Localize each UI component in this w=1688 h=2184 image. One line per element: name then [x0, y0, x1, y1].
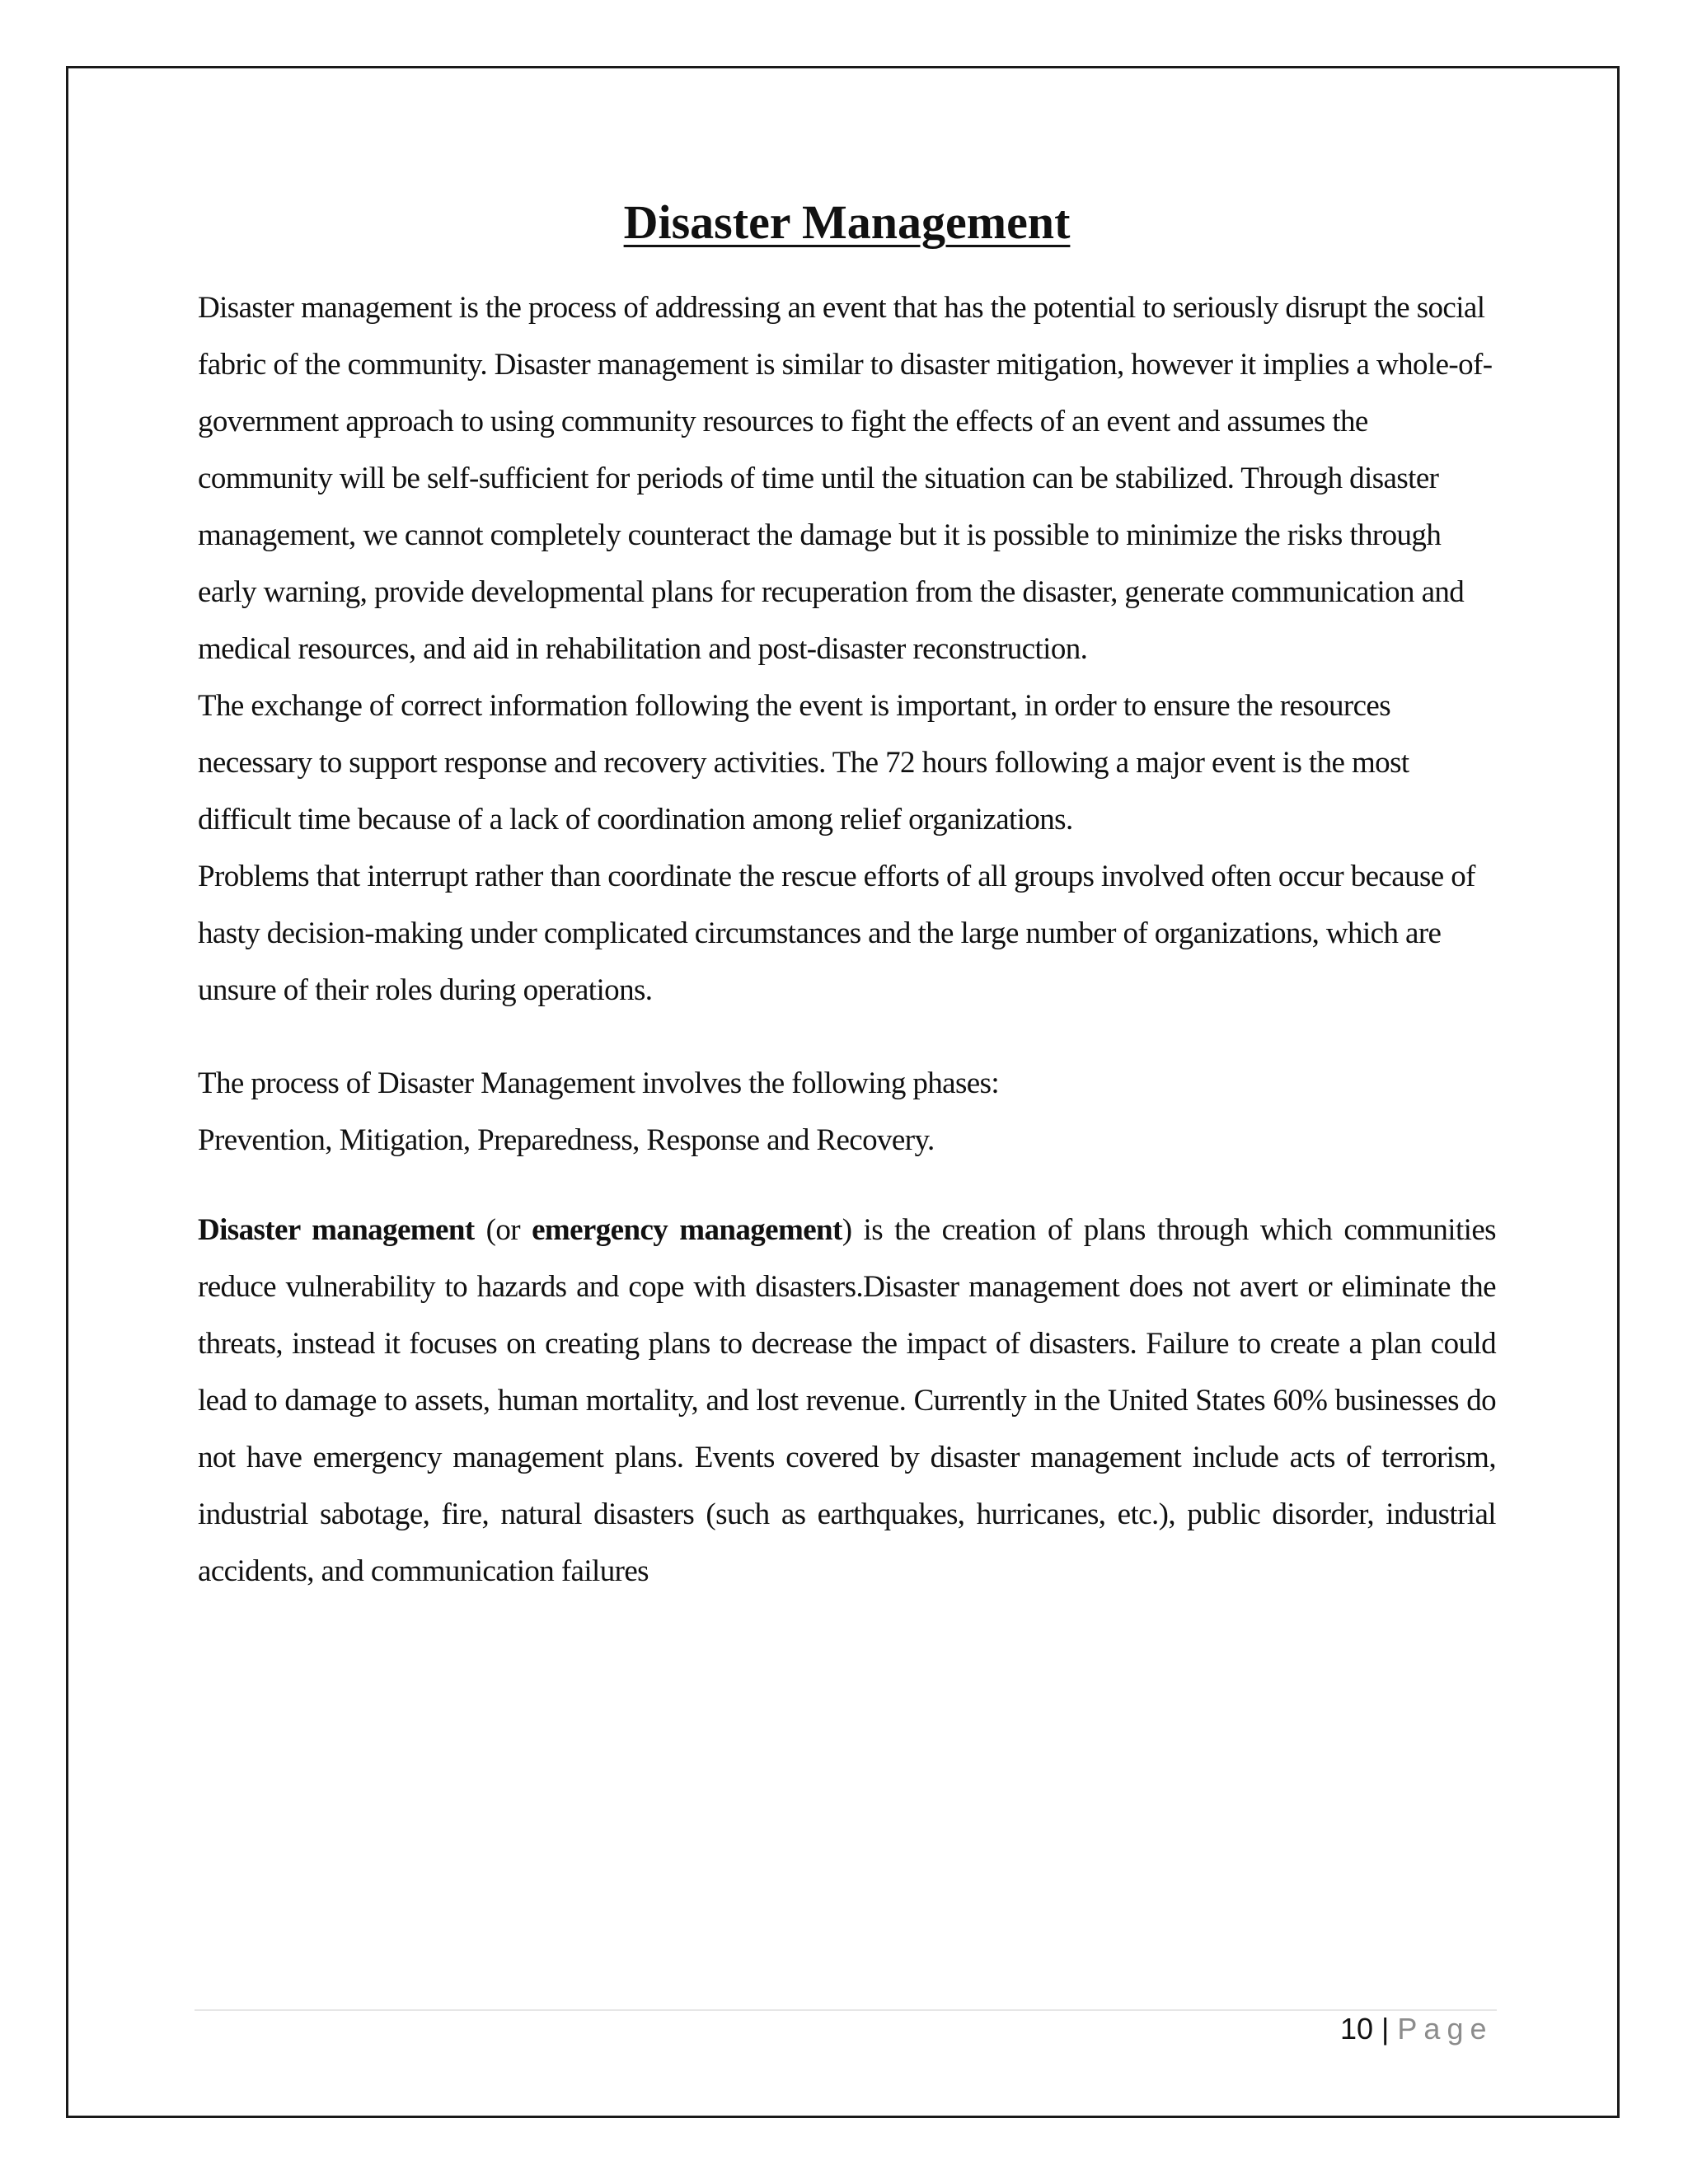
paragraph-intro: Disaster management is the process of addressing an event that has the potential to seriously disrupt the social fabric of the community. Disaster management is similar to disaster mitigation, however it implies a whole-of-government approach to using community resources to fight the effects of an event and assumes the community will be self-sufficient for periods of time until the situation can be stabilized. Through disaster management, we cannot completely counteract the damage but it is possible to minimize the risks through early warning, provide developmental plans for recuperation from the disaster, generate communication and medical resources, and aid in rehabilitation and post-disaster reconstruction. — [198, 290, 1493, 666]
footer-divider — [195, 2009, 1497, 2011]
page-separator: | — [1373, 2012, 1398, 2046]
definition-paragraph — [198, 1202, 1496, 1600]
document-body — [198, 194, 1496, 1600]
spacer — [198, 1169, 1496, 1202]
page-number: 10 — [1340, 2012, 1374, 2046]
paragraph-information-exchange: The exchange of correct information following the event is important, in order to ensure the resources necessary to support response and recovery activities. The 72 hours following a major event is the most difficult time because of a lack of coordination among relief organizations. — [198, 688, 1409, 837]
definition-text: ) is the creation of plans through which communities reduce vulnerability to hazards and cope with disasters.Disaster management does not avert or eliminate the threats, instead it focuses on creating plans to decrease the impact of disasters. Failure to create a plan could lead to damage to assets, human mortality, and lost revenue. Currently in the United States 60% businesses do not have emergency management plans. Events covered by disaster management include acts of terrorism, industrial sabotage, fire, natural disasters (such as earthquakes, hurricanes, etc.), public disorder, industrial accidents, and communication failures — [198, 1212, 1496, 1588]
term-disaster-management: Disaster management — [198, 1212, 475, 1247]
phases-list: Prevention, Mitigation, Preparedness, Response and Recovery. — [198, 1122, 935, 1157]
spacer — [198, 1019, 1496, 1055]
phases-intro: The process of Disaster Management involves the following phases: — [198, 1066, 1000, 1100]
page-footer — [1340, 2011, 1497, 2047]
page-label: Page — [1397, 2012, 1493, 2046]
term-emergency-management: emergency management — [532, 1212, 842, 1247]
definition-connector: (or — [474, 1212, 532, 1247]
paragraph-problems: Problems that interrupt rather than coordinate the rescue efforts of all groups involved often occur because of hasty decision-making under complicated circumstances and the large number of organizations, which are unsure of their roles during operations. — [198, 859, 1475, 1007]
page-title: Disaster Management — [623, 195, 1071, 249]
